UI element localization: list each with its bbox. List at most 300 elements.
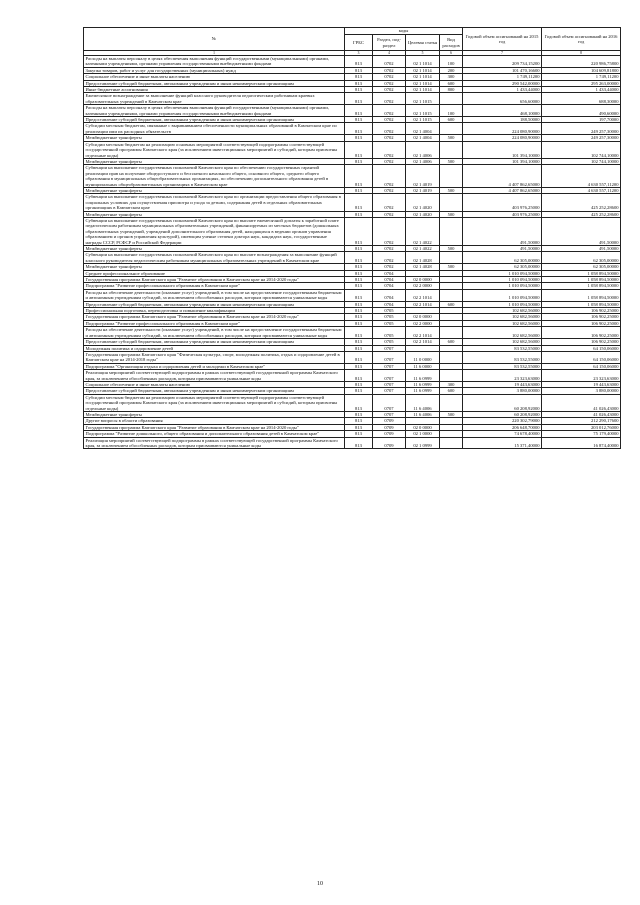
expense-kind-code: [440, 194, 463, 211]
section-code: 0702: [373, 135, 406, 141]
section-code: 0709: [373, 437, 406, 449]
expense-kind-code: [440, 351, 463, 363]
amount-2016: 62 305,00000: [542, 264, 621, 270]
target-article-code: 02 0 0000: [406, 314, 440, 320]
target-article-code: 02 2 1014: [406, 301, 440, 307]
grbs-code: 813: [345, 351, 373, 363]
amount-2015: 83 532,55000: [463, 363, 542, 369]
expense-name: Предоставление субсидий бюджетным, автономным учреждениям и иным некоммерческим организациям: [84, 388, 345, 394]
expense-kind-code: 600: [440, 80, 463, 86]
target-article-code: 11 6 0999: [406, 370, 440, 382]
target-article-code: 02 1 1014: [406, 80, 440, 86]
amount-2016: 19 443,63000: [542, 381, 621, 387]
grbs-code: 813: [345, 277, 373, 283]
amount-2016: 106 902,25000: [542, 320, 621, 326]
expense-kind-code: [440, 141, 463, 158]
amount-2016: 75 179,40000: [542, 431, 621, 437]
expense-kind-code: 500: [440, 411, 463, 417]
amount-2015: 62 305,00000: [463, 264, 542, 270]
amount-2016: 1 058 894,50000: [542, 301, 621, 307]
target-article-code: 02 1 4028: [406, 252, 440, 264]
section-code: 0705: [373, 327, 406, 339]
grbs-code: 813: [345, 270, 373, 276]
target-article-code: 02 1 1015: [406, 117, 440, 123]
amount-2015: 102 682,56000: [463, 327, 542, 339]
section-code: 0704: [373, 277, 406, 283]
section-code: 0707: [373, 381, 406, 387]
expense-kind-code: [440, 370, 463, 382]
expense-name: Реализация мероприятий соответствующей подпрограммы в рамках соответствующей государственной программы Камчатского края, за исключением обособленных расходов, которым присваиваются уникальные коды: [84, 437, 345, 449]
amount-2016: 1 749,11200: [542, 74, 621, 80]
expense-name: Государственная программа Камчатского края "Развитие образования в Камчатском крае на 2014-2020 годы": [84, 424, 345, 430]
target-article-code: 02 0 0000: [406, 277, 440, 283]
amount-2015: 224 080,90000: [463, 135, 542, 141]
expense-name: Субвенции на выполнение государственных полномочий Камчатского края по обеспечению государственных гарантий реализации прав на получение общедоступного и бесплатного начального общего, основного общего, среднего общего образования в муниципальных общеобразовательных организациях, по обеспечению дополнительного образования детей в муниципальных общеобразовательных организациях в Камчатском крае: [84, 165, 345, 188]
target-article-code: 02 0 0000: [406, 424, 440, 430]
grbs-code: 813: [345, 301, 373, 307]
grbs-code: 813: [345, 87, 373, 93]
amount-2016: 4 630 557,11200: [542, 165, 621, 188]
grbs-code: 813: [345, 67, 373, 73]
amount-2016: 203 012,76000: [542, 424, 621, 430]
table-row: [84, 56, 621, 68]
amount-2016: 491,50000: [542, 217, 621, 245]
expense-name: Государственная программа Камчатского края "Физическая культура, спорт, молодежная политика, отдых и оздоровление детей в Камчатском крае на 2014-2018 годы": [84, 351, 345, 363]
amount-2015: 491,50000: [463, 246, 542, 252]
amount-2016: 106 902,25000: [542, 314, 621, 320]
section-code: 0702: [373, 217, 406, 245]
expense-kind-code: [440, 93, 463, 105]
header-expense-kind: Вид расходов: [440, 35, 463, 51]
grbs-code: 813: [345, 431, 373, 437]
amount-2015: 60 208,92000: [463, 411, 542, 417]
expense-kind-code: [440, 217, 463, 245]
section-code: 0707: [373, 351, 406, 363]
target-article-code: 02 1 1014: [406, 74, 440, 80]
amount-2015: 101 394,10000: [463, 158, 542, 164]
section-code: 0702: [373, 187, 406, 193]
expense-kind-code: 600: [440, 301, 463, 307]
section-code: 0707: [373, 345, 406, 351]
amount-2015: 74 678,40000: [463, 431, 542, 437]
target-article-code: 02 1 4022: [406, 246, 440, 252]
amount-2015: 220 302,79000: [463, 418, 542, 424]
amount-2016: 1 058 894,50000: [542, 270, 621, 276]
table-row: [84, 327, 621, 339]
expense-kind-code: 500: [440, 264, 463, 270]
amount-2016: 102 744,10000: [542, 158, 621, 164]
amount-2016: 64 150,06000: [542, 345, 621, 351]
grbs-code: 813: [345, 283, 373, 289]
expense-name: Иные бюджетные ассигнования: [84, 87, 345, 93]
table-row: [84, 141, 621, 158]
section-code: 0702: [373, 87, 406, 93]
target-article-code: 02 1 4019: [406, 187, 440, 193]
expense-name: Расходы на выплаты персоналу в целях обеспечения выполнения функций государственными (муниципальными) органами, казенными учреждениями, органами управления государственными внебюджетными фондами: [84, 56, 345, 68]
grbs-code: 813: [345, 105, 373, 117]
amount-2016: 3 880,00000: [542, 388, 621, 394]
target-article-code: 02 1 4019: [406, 165, 440, 188]
expense-name: Межбюджетные трансферты: [84, 246, 345, 252]
expense-name: Подпрограмма "Развитие профессионального образования в Камчатском крае": [84, 283, 345, 289]
target-article-code: 02 1 4020: [406, 194, 440, 211]
section-code: 0704: [373, 289, 406, 301]
grbs-code: 813: [345, 308, 373, 314]
amount-2016: 490,60000: [542, 105, 621, 117]
grbs-code: 813: [345, 314, 373, 320]
grbs-code: 813: [345, 418, 373, 424]
header-year-2015: Годовой объем ассигнований на 2015 год: [463, 28, 542, 51]
expense-name: Социальное обеспечение и иные выплаты населению: [84, 381, 345, 387]
section-code: 0702: [373, 93, 406, 105]
target-article-code: 02 1 4022: [406, 217, 440, 245]
target-article-code: 02 1 4004: [406, 123, 440, 135]
page-number: 10: [317, 881, 323, 887]
expense-name: Государственная программа Камчатского края "Развитие образования в Камчатском крае на 2014-2020 годы": [84, 314, 345, 320]
grbs-code: 813: [345, 56, 373, 68]
amount-2015: 102 682,56000: [463, 314, 542, 320]
expense-name: Субвенции на выполнение государственных полномочий Камчатского края по выплате ежемесячной доплаты к заработной плате педагогическим работникам муниципальных образовательных учреждений, финансируемых из местных бюджетов (дошкольных образовательных учреждений, учреждений дополнительного образования детей, находящихся в ведении органов управления образованием и органов управления культурой), имеющим ученые степени доктора наук, кандидата наук, государственные награды СССР, РСФСР и Российской Федерации: [84, 217, 345, 245]
amount-2016: 106 902,25000: [542, 308, 621, 314]
amount-2015: 1 433,44000: [463, 87, 542, 93]
amount-2015: 83 532,55000: [463, 351, 542, 363]
grbs-code: 813: [345, 424, 373, 430]
column-index: 1: [84, 51, 345, 56]
grbs-code: 813: [345, 80, 373, 86]
expense-name: Государственная программа Камчатского края "Развитие образования в Камчатском крае на 2014-2020 годы": [84, 277, 345, 283]
column-index: 8: [542, 51, 621, 56]
expense-name: Расходы на обеспечение деятельности (оказание услуг) учреждений, в том числе на предоставление государственным бюджетным и автономным учреждениям субсидий, за исключением обособленных расходов, которым присваиваются уникальные коды: [84, 289, 345, 301]
amount-2016: 4 630 557,11200: [542, 187, 621, 193]
target-article-code: 02 1 4020: [406, 211, 440, 217]
grbs-code: 813: [345, 158, 373, 164]
amount-2016: 106 902,25000: [542, 339, 621, 345]
grbs-code: 813: [345, 339, 373, 345]
table-row: [84, 351, 621, 363]
table-row: [84, 123, 621, 135]
expense-name: Расходы на обеспечение деятельности (оказание услуг) учреждений, в том числе на предоставление государственным бюджетным и автономным учреждениям субсидий, за исключением обособленных расходов, которым присваиваются уникальные коды: [84, 327, 345, 339]
grbs-code: 813: [345, 381, 373, 387]
section-code: 0702: [373, 264, 406, 270]
amount-2016: 16 874,40000: [542, 437, 621, 449]
amount-2015: 1 010 094,50000: [463, 289, 542, 301]
budget-allocation-table: [83, 27, 621, 449]
amount-2016: 62 305,00000: [542, 252, 621, 264]
amount-2016: 64 150,06000: [542, 351, 621, 363]
expense-name: Реализация мероприятий соответствующей подпрограммы в рамках соответствующей государственной программы Камчатского края, за исключением обособленных расходов, которым присваиваются уникальные коды: [84, 370, 345, 382]
amount-2016: 425 252,28600: [542, 211, 621, 217]
section-code: 0702: [373, 123, 406, 135]
grbs-code: 813: [345, 93, 373, 105]
amount-2015: 403 976,25000: [463, 194, 542, 211]
grbs-code: 813: [345, 327, 373, 339]
section-code: 0702: [373, 117, 406, 123]
column-index: 6: [440, 51, 463, 56]
amount-2016: 1 058 894,50000: [542, 283, 621, 289]
amount-2015: 1 010 094,50000: [463, 283, 542, 289]
expense-name: Предоставление субсидий бюджетным, автономным учреждениям и иным некоммерческим организациям: [84, 117, 345, 123]
grbs-code: 813: [345, 123, 373, 135]
amount-2016: 104 609,81800: [542, 67, 621, 73]
amount-2016: 41 026,43000: [542, 394, 621, 411]
amount-2016: 102 744,10000: [542, 141, 621, 158]
section-code: 0707: [373, 394, 406, 411]
grbs-code: 813: [345, 264, 373, 270]
section-code: 0702: [373, 74, 406, 80]
grbs-code: 813: [345, 246, 373, 252]
header-section: Раздел, под-раздел: [373, 35, 406, 51]
target-article-code: 02 1 1014: [406, 56, 440, 68]
expense-name: Межбюджетные трансферты: [84, 187, 345, 193]
amount-2016: 197,70000: [542, 117, 621, 123]
grbs-code: 813: [345, 289, 373, 301]
amount-2015: 491,50000: [463, 217, 542, 245]
amount-2015: 83 532,55000: [463, 345, 542, 351]
expense-name: Субвенции на выполнение государственных полномочий Камчатского края по выплате вознаграждения за выполнение функций классного руководителя педагогическим работникам муниципальных образовательных учреждений в Камчатском крае: [84, 252, 345, 264]
amount-2015: 290 542,00000: [463, 80, 542, 86]
grbs-code: 813: [345, 217, 373, 245]
expense-name: Субсидии местным бюджетам, связанные с выравниванием обеспеченности муниципальных образований в Камчатском крае по реализации ими их расходных обязательств: [84, 123, 345, 135]
expense-name: Среднее профессиональное образование: [84, 270, 345, 276]
amount-2016: 23 323,63000: [542, 370, 621, 382]
amount-2016: 425 252,28600: [542, 194, 621, 211]
grbs-code: 813: [345, 437, 373, 449]
table-row: [84, 194, 621, 211]
expense-name: Молодежная политика и оздоровление детей: [84, 345, 345, 351]
expense-kind-code: [440, 165, 463, 188]
column-index: 3: [345, 51, 373, 56]
expense-kind-code: [440, 252, 463, 264]
amount-2015: 101 394,10000: [463, 141, 542, 158]
expense-kind-code: 500: [440, 211, 463, 217]
header-number: №: [84, 28, 345, 51]
section-code: 0709: [373, 431, 406, 437]
amount-2016: 295 263,00000: [542, 80, 621, 86]
expense-name: Предоставление субсидий бюджетным, автономным учреждениям и иным некоммерческим организациям: [84, 301, 345, 307]
header-codes: коды: [345, 28, 463, 35]
expense-name: Подпрограмма "Развитие дошкольного, общего образования и дополнительного образования детей в Камчатском крае": [84, 431, 345, 437]
expense-name: Расходы на выплаты персоналу в целях обеспечения выполнения функций государственными (муниципальными) органами, казенными учреждениями, органами управления государственными внебюджетными фондами: [84, 105, 345, 117]
grbs-code: 813: [345, 363, 373, 369]
target-article-code: 02 1 4006: [406, 141, 440, 158]
expense-kind-code: [440, 394, 463, 411]
section-code: 0702: [373, 80, 406, 86]
expense-name: Предоставление субсидий бюджетным, автономным учреждениям и иным некоммерческим организациям: [84, 80, 345, 86]
section-code: 0702: [373, 165, 406, 188]
target-article-code: 11 6 0999: [406, 388, 440, 394]
table-row: [84, 217, 621, 245]
section-code: 0702: [373, 67, 406, 73]
amount-2015: 1 010 094,50000: [463, 270, 542, 276]
amount-2015: 102 682,56000: [463, 339, 542, 345]
target-article-code: 02 1 0999: [406, 437, 440, 449]
section-code: 0702: [373, 252, 406, 264]
expense-kind-code: 600: [440, 339, 463, 345]
expense-kind-code: 300: [440, 74, 463, 80]
expense-name: Подпрограмма "Развитие профессионального образования в Камчатском крае": [84, 320, 345, 326]
section-code: 0702: [373, 211, 406, 217]
target-article-code: 11 6 4006: [406, 394, 440, 411]
expense-kind-code: [440, 289, 463, 301]
expense-name: Социальное обеспечение и иные выплаты населению: [84, 74, 345, 80]
expense-kind-code: 300: [440, 381, 463, 387]
amount-2015: 403 976,25000: [463, 211, 542, 217]
amount-2015: 23 323,63000: [463, 370, 542, 382]
target-article-code: 02 1 1015: [406, 93, 440, 105]
section-code: 0702: [373, 158, 406, 164]
expense-kind-code: 500: [440, 246, 463, 252]
section-code: 0705: [373, 339, 406, 345]
amount-2015: 188,50000: [463, 117, 542, 123]
amount-2016: 106 902,25000: [542, 327, 621, 339]
target-article-code: 11 6 0999: [406, 381, 440, 387]
section-code: 0705: [373, 314, 406, 320]
amount-2015: 62 305,00000: [463, 252, 542, 264]
expense-kind-code: 800: [440, 87, 463, 93]
expense-kind-code: 100: [440, 105, 463, 117]
expense-name: Субсидии местным бюджетам на реализацию основных мероприятий соответствующей подпрограммы соответствующей государственной программы Камчатского края (за исключением инвестиционных мероприятий и субсидий, которым присвоены отдельные коды): [84, 394, 345, 411]
table-row: [84, 165, 621, 188]
amount-2015: 656,60000: [463, 93, 542, 105]
grbs-code: 813: [345, 211, 373, 217]
section-code: 0702: [373, 141, 406, 158]
amount-2016: 1 058 894,50000: [542, 277, 621, 283]
table-row: [84, 370, 621, 382]
grbs-code: 813: [345, 74, 373, 80]
amount-2015: 102 682,56000: [463, 308, 542, 314]
amount-2015: 60 208,92000: [463, 394, 542, 411]
grbs-code: 813: [345, 187, 373, 193]
section-code: 0702: [373, 105, 406, 117]
amount-2015: 101 470,16600: [463, 67, 542, 73]
header-year-2016: Годовой объем ассигнований на 2016 год: [542, 28, 621, 51]
expense-name: Другие вопросы в области образования: [84, 418, 345, 424]
expense-name: Предоставление субсидий бюджетным, автономным учреждениям и иным некоммерческим организациям: [84, 339, 345, 345]
table-body: [84, 56, 621, 449]
header-target-article: Целевая статья: [406, 35, 440, 51]
section-code: 0709: [373, 424, 406, 430]
section-code: 0702: [373, 194, 406, 211]
grbs-code: 813: [345, 345, 373, 351]
section-code: 0704: [373, 270, 406, 276]
expense-name: Ежемесячное вознаграждение за выполнение функций классного руководителя педагогическим работникам краевых образовательных учреждений в Камчатском крае: [84, 93, 345, 105]
amount-2016: 220 986,75800: [542, 56, 621, 68]
target-article-code: 02 1 4006: [406, 158, 440, 164]
amount-2015: 102 682,56000: [463, 320, 542, 326]
expense-kind-code: 100: [440, 56, 463, 68]
target-article-code: 02 2 1014: [406, 289, 440, 301]
target-article-code: 11 0 0000: [406, 351, 440, 363]
table-row: [84, 93, 621, 105]
amount-2016: 491,50000: [542, 246, 621, 252]
expense-name: Субвенции на выполнение государственных полномочий Камчатского края по организации предоставления общего образования в социальных условиях для осуществления присмотра и ухода за детьми, содержания детей в отдельных образовательных организациях в Камчатском крае: [84, 194, 345, 211]
grbs-code: 813: [345, 252, 373, 264]
amount-2015: 1 010 094,50000: [463, 301, 542, 307]
section-code: 0704: [373, 301, 406, 307]
amount-2015: 4 407 862,65000: [463, 165, 542, 188]
section-code: 0702: [373, 56, 406, 68]
table-row: [84, 394, 621, 411]
target-article-code: 02 1 0000: [406, 431, 440, 437]
section-code: 0705: [373, 308, 406, 314]
expense-name: Межбюджетные трансферты: [84, 211, 345, 217]
grbs-code: 813: [345, 117, 373, 123]
expense-name: Профессиональная подготовка, переподготовка и повышение квалификации: [84, 308, 345, 314]
expense-kind-code: [440, 123, 463, 135]
section-code: 0705: [373, 320, 406, 326]
expense-name: Закупка товаров, работ и услуг для государственных (муниципальных) нужд: [84, 67, 345, 73]
amount-2016: 688,30000: [542, 93, 621, 105]
target-article-code: 02 1 1015: [406, 105, 440, 117]
column-index: 5: [406, 51, 440, 56]
target-article-code: 02 2 1014: [406, 327, 440, 339]
expense-name: Межбюджетные трансферты: [84, 135, 345, 141]
section-code: 0707: [373, 363, 406, 369]
target-article-code: 02 1 1014: [406, 87, 440, 93]
target-article-code: 02 1 4004: [406, 135, 440, 141]
amount-2016: 249 257,30000: [542, 123, 621, 135]
target-article-code: 11 6 0000: [406, 363, 440, 369]
target-article-code: 02 2 0000: [406, 320, 440, 326]
expense-name: Субсидии местным бюджетам на реализацию основных мероприятий соответствующей подпрограммы соответствующей государственной программы Камчатского края (за исключением инвестиционных мероприятий и субсидий, которым присвоены отдельные коды): [84, 141, 345, 158]
target-article-code: 02 1 1014: [406, 67, 440, 73]
target-article-code: 02 2 1014: [406, 339, 440, 345]
grbs-code: 813: [345, 165, 373, 188]
table-row: [84, 289, 621, 301]
grbs-code: 813: [345, 394, 373, 411]
expense-kind-code: 200: [440, 67, 463, 73]
amount-2015: 468,10000: [463, 105, 542, 117]
grbs-code: 813: [345, 320, 373, 326]
table-row: [84, 252, 621, 264]
target-article-code: 02 2 0000: [406, 283, 440, 289]
expense-name: Подпрограмма "Организация отдыха и оздоровления детей и молодежи в Камчатском крае": [84, 363, 345, 369]
target-article-code: 11 6 4006: [406, 411, 440, 417]
amount-2015: 1 749,11200: [463, 74, 542, 80]
expense-kind-code: 500: [440, 135, 463, 141]
section-code: 0707: [373, 411, 406, 417]
section-code: 0707: [373, 370, 406, 382]
expense-name: Межбюджетные трансферты: [84, 264, 345, 270]
amount-2016: 1 058 894,50000: [542, 289, 621, 301]
column-index: 4: [373, 51, 406, 56]
amount-2015: 3 880,00000: [463, 388, 542, 394]
amount-2016: 212 290,17600: [542, 418, 621, 424]
grbs-code: 813: [345, 388, 373, 394]
grbs-code: 813: [345, 141, 373, 158]
amount-2015: 206 648,70000: [463, 424, 542, 430]
grbs-code: 813: [345, 370, 373, 382]
expense-name: Межбюджетные трансферты: [84, 411, 345, 417]
amount-2016: 249 257,30000: [542, 135, 621, 141]
expense-kind-code: [440, 437, 463, 449]
amount-2016: 41 026,43000: [542, 411, 621, 417]
expense-kind-code: [440, 327, 463, 339]
amount-2016: 1 433,44000: [542, 87, 621, 93]
grbs-code: 813: [345, 411, 373, 417]
expense-kind-code: 500: [440, 187, 463, 193]
expense-name: Межбюджетные трансферты: [84, 158, 345, 164]
amount-2015: 4 407 862,65000: [463, 187, 542, 193]
target-article-code: 02 1 4028: [406, 264, 440, 270]
amount-2015: 15 371,40000: [463, 437, 542, 449]
section-code: 0702: [373, 246, 406, 252]
amount-2015: 224 080,90000: [463, 123, 542, 135]
amount-2016: 64 150,06000: [542, 363, 621, 369]
expense-kind-code: 500: [440, 158, 463, 164]
table-row: [84, 105, 621, 117]
section-code: 0707: [373, 388, 406, 394]
